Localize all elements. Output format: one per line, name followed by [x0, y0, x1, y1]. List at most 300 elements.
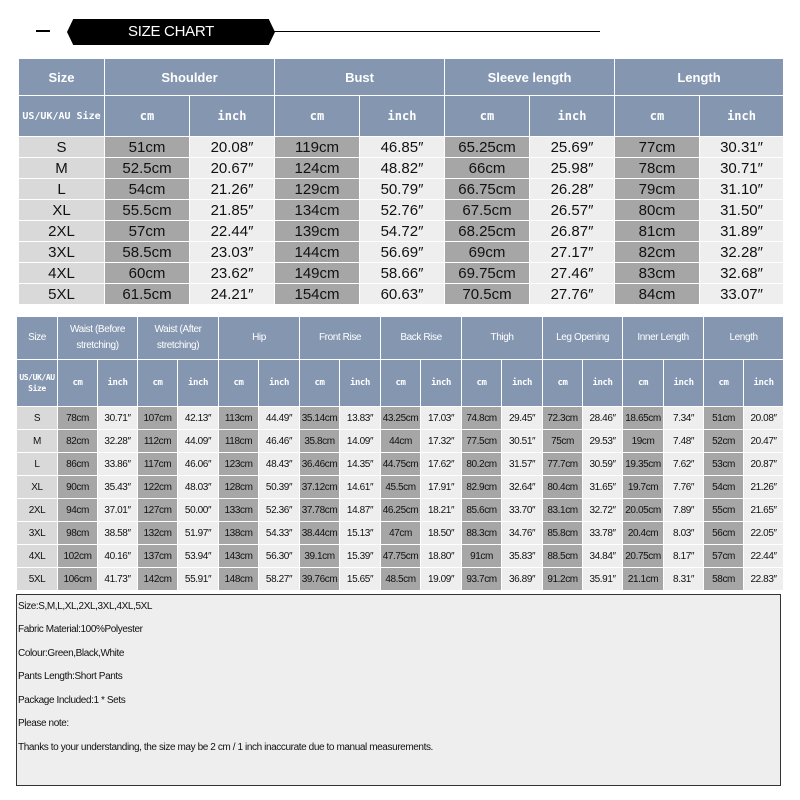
cm-value-cell: 37.78cm: [300, 499, 340, 522]
unit-cm-label: cm: [105, 96, 190, 137]
cm-value-cell: 119cm: [275, 137, 360, 158]
cm-value-cell: 88.3cm: [462, 522, 502, 545]
cm-value-cell: 78cm: [615, 158, 700, 179]
cm-value-cell: 98cm: [58, 522, 98, 545]
measurement-header: Bust: [275, 59, 445, 96]
inch-value-cell: 19.09″: [421, 568, 462, 591]
size-cell: XL: [19, 200, 105, 221]
unit-cm-label: cm: [704, 360, 744, 407]
size-cell: 4XL: [19, 263, 105, 284]
cm-value-cell: 19.7cm: [623, 476, 664, 499]
inch-value-cell: 34.84″: [583, 545, 623, 568]
top-size-table: [18, 58, 784, 305]
cm-value-cell: 86cm: [58, 453, 98, 476]
inch-value-cell: 33.78″: [583, 522, 623, 545]
inch-value-cell: 8.03″: [664, 522, 704, 545]
inch-value-cell: 50.39″: [259, 476, 300, 499]
cm-value-cell: 69cm: [445, 242, 530, 263]
cm-value-cell: 75cm: [543, 430, 583, 453]
cm-value-cell: 154cm: [275, 284, 360, 305]
inch-value-cell: 58.66″: [360, 263, 445, 284]
unit-row: [17, 360, 784, 407]
table-row: [19, 158, 784, 179]
measurement-header: Length: [704, 317, 784, 360]
cm-value-cell: 55cm: [704, 499, 744, 522]
cm-value-cell: 82.9cm: [462, 476, 502, 499]
inch-value-cell: 17.03″: [421, 407, 462, 430]
measurement-header: Inner Length: [623, 317, 704, 360]
cm-value-cell: 117cm: [138, 453, 178, 476]
inch-value-cell: 7.89″: [664, 499, 704, 522]
inch-value-cell: 13.83″: [340, 407, 381, 430]
inch-value-cell: 29.53″: [583, 430, 623, 453]
inch-value-cell: 22.05″: [744, 522, 784, 545]
unit-inch-label: inch: [583, 360, 623, 407]
cm-value-cell: 122cm: [138, 476, 178, 499]
measurement-header: Waist (Before stretching): [58, 317, 138, 360]
inch-value-cell: 52.36″: [259, 499, 300, 522]
inch-value-cell: 26.28″: [530, 179, 615, 200]
cm-value-cell: 124cm: [275, 158, 360, 179]
table-row: [17, 407, 784, 430]
cm-value-cell: 77cm: [615, 137, 700, 158]
cm-value-cell: 20.05cm: [623, 499, 664, 522]
cm-value-cell: 85.8cm: [543, 522, 583, 545]
inch-value-cell: 46.46″: [259, 430, 300, 453]
inch-value-cell: 54.72″: [360, 221, 445, 242]
inch-value-cell: 38.58″: [98, 522, 138, 545]
table-row: [17, 476, 784, 499]
cm-value-cell: 143cm: [219, 545, 259, 568]
inch-value-cell: 27.76″: [530, 284, 615, 305]
table-row: [19, 179, 784, 200]
cm-value-cell: 149cm: [275, 263, 360, 284]
cm-value-cell: 19cm: [623, 430, 664, 453]
inch-value-cell: 30.71″: [700, 158, 784, 179]
table-row: [19, 137, 784, 158]
inch-value-cell: 31.50″: [700, 200, 784, 221]
inch-value-cell: 35.43″: [98, 476, 138, 499]
cm-value-cell: 132cm: [138, 522, 178, 545]
cm-value-cell: 118cm: [219, 430, 259, 453]
measurement-header: Sleeve length: [445, 59, 615, 96]
size-cell: 2XL: [19, 221, 105, 242]
cm-value-cell: 58cm: [704, 568, 744, 591]
unit-inch-label: inch: [98, 360, 138, 407]
inch-value-cell: 56.69″: [360, 242, 445, 263]
cm-value-cell: 43.25cm: [381, 407, 421, 430]
cm-value-cell: 137cm: [138, 545, 178, 568]
cm-value-cell: 112cm: [138, 430, 178, 453]
inch-value-cell: 7.48″: [664, 430, 704, 453]
size-cell: 5XL: [17, 568, 58, 591]
inch-value-cell: 17.91″: [421, 476, 462, 499]
cm-value-cell: 66.75cm: [445, 179, 530, 200]
bottom-size-table: [16, 316, 784, 591]
inch-value-cell: 7.76″: [664, 476, 704, 499]
inch-value-cell: 14.35″: [340, 453, 381, 476]
cm-value-cell: 69.75cm: [445, 263, 530, 284]
unit-cm-label: cm: [381, 360, 421, 407]
cm-value-cell: 47cm: [381, 522, 421, 545]
inch-value-cell: 31.89″: [700, 221, 784, 242]
inch-value-cell: 44.49″: [259, 407, 300, 430]
unit-cm-label: cm: [300, 360, 340, 407]
inch-value-cell: 30.59″: [583, 453, 623, 476]
size-cell: S: [19, 137, 105, 158]
measurement-header: Hip: [219, 317, 300, 360]
inch-value-cell: 23.03″: [190, 242, 275, 263]
note-line: Package Included:1 * Sets: [18, 695, 126, 706]
cm-value-cell: 80.4cm: [543, 476, 583, 499]
cm-value-cell: 127cm: [138, 499, 178, 522]
unit-inch-label: inch: [744, 360, 784, 407]
cm-value-cell: 65.25cm: [445, 137, 530, 158]
inch-value-cell: 41.73″: [98, 568, 138, 591]
cm-value-cell: 82cm: [615, 242, 700, 263]
unit-cm-label: cm: [615, 96, 700, 137]
cm-value-cell: 139cm: [275, 221, 360, 242]
cm-value-cell: 90cm: [58, 476, 98, 499]
inch-value-cell: 34.76″: [502, 522, 543, 545]
inch-value-cell: 24.21″: [190, 284, 275, 305]
cm-value-cell: 52cm: [704, 430, 744, 453]
unit-inch-label: inch: [421, 360, 462, 407]
cm-value-cell: 20.75cm: [623, 545, 664, 568]
cm-value-cell: 66cm: [445, 158, 530, 179]
cm-value-cell: 47.75cm: [381, 545, 421, 568]
inch-value-cell: 22.44″: [190, 221, 275, 242]
cm-value-cell: 37.12cm: [300, 476, 340, 499]
inch-value-cell: 15.65″: [340, 568, 381, 591]
cm-value-cell: 46.25cm: [381, 499, 421, 522]
size-system-label: US/UK/AU Size: [17, 360, 58, 407]
inch-value-cell: 26.57″: [530, 200, 615, 221]
measurement-header: Back Rise: [381, 317, 462, 360]
size-cell: 3XL: [17, 522, 58, 545]
note-line: Thanks to your understanding, the size may be 2 cm / 1 inch inaccurate due to manual measurements.: [18, 742, 433, 753]
cm-value-cell: 39.1cm: [300, 545, 340, 568]
cm-value-cell: 35.14cm: [300, 407, 340, 430]
inch-value-cell: 20.47″: [744, 430, 784, 453]
inch-value-cell: 40.16″: [98, 545, 138, 568]
size-cell: M: [19, 158, 105, 179]
heading-dash-left: [36, 30, 50, 32]
inch-value-cell: 32.64″: [502, 476, 543, 499]
inch-value-cell: 20.08″: [190, 137, 275, 158]
page-title: SIZE CHART: [128, 23, 214, 40]
inch-value-cell: 60.63″: [360, 284, 445, 305]
inch-value-cell: 7.62″: [664, 453, 704, 476]
cm-value-cell: 128cm: [219, 476, 259, 499]
cm-value-cell: 134cm: [275, 200, 360, 221]
inch-value-cell: 56.30″: [259, 545, 300, 568]
inch-value-cell: 46.85″: [360, 137, 445, 158]
measurement-header: Shoulder: [105, 59, 275, 96]
unit-inch-label: inch: [664, 360, 704, 407]
inch-value-cell: 18.50″: [421, 522, 462, 545]
inch-value-cell: 17.62″: [421, 453, 462, 476]
cm-value-cell: 83.1cm: [543, 499, 583, 522]
cm-value-cell: 39.76cm: [300, 568, 340, 591]
inch-value-cell: 48.43″: [259, 453, 300, 476]
inch-value-cell: 23.62″: [190, 263, 275, 284]
cm-value-cell: 148cm: [219, 568, 259, 591]
inch-value-cell: 31.65″: [583, 476, 623, 499]
cm-value-cell: 93.7cm: [462, 568, 502, 591]
inch-value-cell: 44.09″: [178, 430, 219, 453]
inch-value-cell: 21.26″: [744, 476, 784, 499]
inch-value-cell: 26.87″: [530, 221, 615, 242]
cm-value-cell: 77.7cm: [543, 453, 583, 476]
header-row: [19, 59, 784, 96]
cm-value-cell: 36.46cm: [300, 453, 340, 476]
inch-value-cell: 8.31″: [664, 568, 704, 591]
cm-value-cell: 83cm: [615, 263, 700, 284]
inch-value-cell: 25.98″: [530, 158, 615, 179]
inch-value-cell: 33.86″: [98, 453, 138, 476]
table-row: [19, 284, 784, 305]
table-row: [17, 453, 784, 476]
size-cell: 4XL: [17, 545, 58, 568]
inch-value-cell: 21.26″: [190, 179, 275, 200]
inch-value-cell: 30.51″: [502, 430, 543, 453]
size-cell: 5XL: [19, 284, 105, 305]
table-row: [17, 545, 784, 568]
size-cell: L: [19, 179, 105, 200]
inch-value-cell: 54.33″: [259, 522, 300, 545]
table-row: [17, 430, 784, 453]
inch-value-cell: 31.10″: [700, 179, 784, 200]
size-column-header: Size: [19, 59, 105, 96]
inch-value-cell: 51.97″: [178, 522, 219, 545]
cm-value-cell: 58.5cm: [105, 242, 190, 263]
cm-value-cell: 133cm: [219, 499, 259, 522]
table-row: [19, 200, 784, 221]
inch-value-cell: 30.71″: [98, 407, 138, 430]
inch-value-cell: 18.21″: [421, 499, 462, 522]
inch-value-cell: 22.44″: [744, 545, 784, 568]
table-row: [19, 221, 784, 242]
cm-value-cell: 67.5cm: [445, 200, 530, 221]
cm-value-cell: 94cm: [58, 499, 98, 522]
inch-value-cell: 7.34″: [664, 407, 704, 430]
unit-inch-label: inch: [340, 360, 381, 407]
cm-value-cell: 74.8cm: [462, 407, 502, 430]
cm-value-cell: 129cm: [275, 179, 360, 200]
cm-value-cell: 54cm: [704, 476, 744, 499]
cm-value-cell: 20.4cm: [623, 522, 664, 545]
inch-value-cell: 8.17″: [664, 545, 704, 568]
cm-value-cell: 123cm: [219, 453, 259, 476]
cm-value-cell: 80cm: [615, 200, 700, 221]
inch-value-cell: 29.45″: [502, 407, 543, 430]
product-notes: [16, 594, 781, 786]
cm-value-cell: 138cm: [219, 522, 259, 545]
cm-value-cell: 91cm: [462, 545, 502, 568]
unit-cm-label: cm: [58, 360, 98, 407]
note-line: Fabric Material:100%Polyester: [18, 624, 143, 635]
note-line: Pants Length:Short Pants: [18, 671, 123, 682]
unit-inch-label: inch: [530, 96, 615, 137]
heading-rule-right: [262, 31, 600, 32]
unit-cm-label: cm: [219, 360, 259, 407]
inch-value-cell: 14.61″: [340, 476, 381, 499]
cm-value-cell: 57cm: [105, 221, 190, 242]
measurement-header: Length: [615, 59, 784, 96]
cm-value-cell: 48.5cm: [381, 568, 421, 591]
header-row: [17, 317, 784, 360]
inch-value-cell: 48.03″: [178, 476, 219, 499]
cm-value-cell: 55.5cm: [105, 200, 190, 221]
inch-value-cell: 14.87″: [340, 499, 381, 522]
inch-value-cell: 58.27″: [259, 568, 300, 591]
cm-value-cell: 106cm: [58, 568, 98, 591]
inch-value-cell: 21.65″: [744, 499, 784, 522]
inch-value-cell: 32.72″: [583, 499, 623, 522]
inch-value-cell: 46.06″: [178, 453, 219, 476]
cm-value-cell: 142cm: [138, 568, 178, 591]
note-line: Colour:Green,Black,White: [18, 648, 125, 659]
inch-value-cell: 50.79″: [360, 179, 445, 200]
size-cell: 2XL: [17, 499, 58, 522]
cm-value-cell: 102cm: [58, 545, 98, 568]
unit-cm-label: cm: [275, 96, 360, 137]
cm-value-cell: 52.5cm: [105, 158, 190, 179]
inch-value-cell: 53.94″: [178, 545, 219, 568]
cm-value-cell: 88.5cm: [543, 545, 583, 568]
inch-value-cell: 32.28″: [98, 430, 138, 453]
inch-value-cell: 25.69″: [530, 137, 615, 158]
cm-value-cell: 70.5cm: [445, 284, 530, 305]
inch-value-cell: 37.01″: [98, 499, 138, 522]
inch-value-cell: 15.13″: [340, 522, 381, 545]
inch-value-cell: 32.68″: [700, 263, 784, 284]
cm-value-cell: 68.25cm: [445, 221, 530, 242]
inch-value-cell: 20.87″: [744, 453, 784, 476]
unit-row: [19, 96, 784, 137]
cm-value-cell: 51cm: [704, 407, 744, 430]
cm-value-cell: 82cm: [58, 430, 98, 453]
inch-value-cell: 32.28″: [700, 242, 784, 263]
table-row: [17, 522, 784, 545]
cm-value-cell: 81cm: [615, 221, 700, 242]
cm-value-cell: 57cm: [704, 545, 744, 568]
size-system-label: US/UK/AU Size: [19, 96, 105, 137]
cm-value-cell: 91.2cm: [543, 568, 583, 591]
cm-value-cell: 56cm: [704, 522, 744, 545]
inch-value-cell: 30.31″: [700, 137, 784, 158]
inch-value-cell: 20.67″: [190, 158, 275, 179]
cm-value-cell: 113cm: [219, 407, 259, 430]
unit-cm-label: cm: [445, 96, 530, 137]
cm-value-cell: 77.5cm: [462, 430, 502, 453]
inch-value-cell: 55.91″: [178, 568, 219, 591]
cm-value-cell: 78cm: [58, 407, 98, 430]
cm-value-cell: 38.44cm: [300, 522, 340, 545]
inch-value-cell: 28.46″: [583, 407, 623, 430]
measurement-header: Waist (After stretching): [138, 317, 219, 360]
size-cell: L: [17, 453, 58, 476]
table-row: [17, 568, 784, 591]
unit-inch-label: inch: [700, 96, 784, 137]
table-row: [17, 499, 784, 522]
inch-value-cell: 18.80″: [421, 545, 462, 568]
cm-value-cell: 35.8cm: [300, 430, 340, 453]
cm-value-cell: 21.1cm: [623, 568, 664, 591]
size-cell: S: [17, 407, 58, 430]
cm-value-cell: 44cm: [381, 430, 421, 453]
cm-value-cell: 85.6cm: [462, 499, 502, 522]
cm-value-cell: 107cm: [138, 407, 178, 430]
table-row: [19, 242, 784, 263]
cm-value-cell: 72.3cm: [543, 407, 583, 430]
inch-value-cell: 31.57″: [502, 453, 543, 476]
inch-value-cell: 20.08″: [744, 407, 784, 430]
cm-value-cell: 18.65cm: [623, 407, 664, 430]
cm-value-cell: 84cm: [615, 284, 700, 305]
inch-value-cell: 35.91″: [583, 568, 623, 591]
size-chart-heading: [30, 17, 600, 47]
unit-cm-label: cm: [462, 360, 502, 407]
inch-value-cell: 27.46″: [530, 263, 615, 284]
size-cell: 3XL: [19, 242, 105, 263]
unit-cm-label: cm: [543, 360, 583, 407]
cm-value-cell: 61.5cm: [105, 284, 190, 305]
inch-value-cell: 17.32″: [421, 430, 462, 453]
inch-value-cell: 50.00″: [178, 499, 219, 522]
inch-value-cell: 48.82″: [360, 158, 445, 179]
inch-value-cell: 27.17″: [530, 242, 615, 263]
unit-inch-label: inch: [502, 360, 543, 407]
size-cell: M: [17, 430, 58, 453]
unit-inch-label: inch: [259, 360, 300, 407]
cm-value-cell: 45.5cm: [381, 476, 421, 499]
unit-cm-label: cm: [623, 360, 664, 407]
unit-inch-label: inch: [190, 96, 275, 137]
inch-value-cell: 35.83″: [502, 545, 543, 568]
inch-value-cell: 33.70″: [502, 499, 543, 522]
inch-value-cell: 33.07″: [700, 284, 784, 305]
cm-value-cell: 19.35cm: [623, 453, 664, 476]
measurement-header: Thigh: [462, 317, 543, 360]
unit-cm-label: cm: [138, 360, 178, 407]
measurement-header: Front Rise: [300, 317, 381, 360]
cm-value-cell: 80.2cm: [462, 453, 502, 476]
size-cell: XL: [17, 476, 58, 499]
size-column-header: Size: [17, 317, 58, 360]
inch-value-cell: 15.39″: [340, 545, 381, 568]
unit-inch-label: inch: [178, 360, 219, 407]
inch-value-cell: 22.83″: [744, 568, 784, 591]
cm-value-cell: 144cm: [275, 242, 360, 263]
inch-value-cell: 42.13″: [178, 407, 219, 430]
note-line: Size:S,M,L,XL,2XL,3XL,4XL,5XL: [18, 601, 153, 612]
unit-inch-label: inch: [360, 96, 445, 137]
cm-value-cell: 79cm: [615, 179, 700, 200]
measurement-header: Leg Opening: [543, 317, 623, 360]
inch-value-cell: 14.09″: [340, 430, 381, 453]
cm-value-cell: 60cm: [105, 263, 190, 284]
note-line: Please note:: [18, 718, 69, 729]
inch-value-cell: 21.85″: [190, 200, 275, 221]
table-row: [19, 263, 784, 284]
cm-value-cell: 54cm: [105, 179, 190, 200]
cm-value-cell: 51cm: [105, 137, 190, 158]
cm-value-cell: 44.75cm: [381, 453, 421, 476]
inch-value-cell: 52.76″: [360, 200, 445, 221]
inch-value-cell: 36.89″: [502, 568, 543, 591]
